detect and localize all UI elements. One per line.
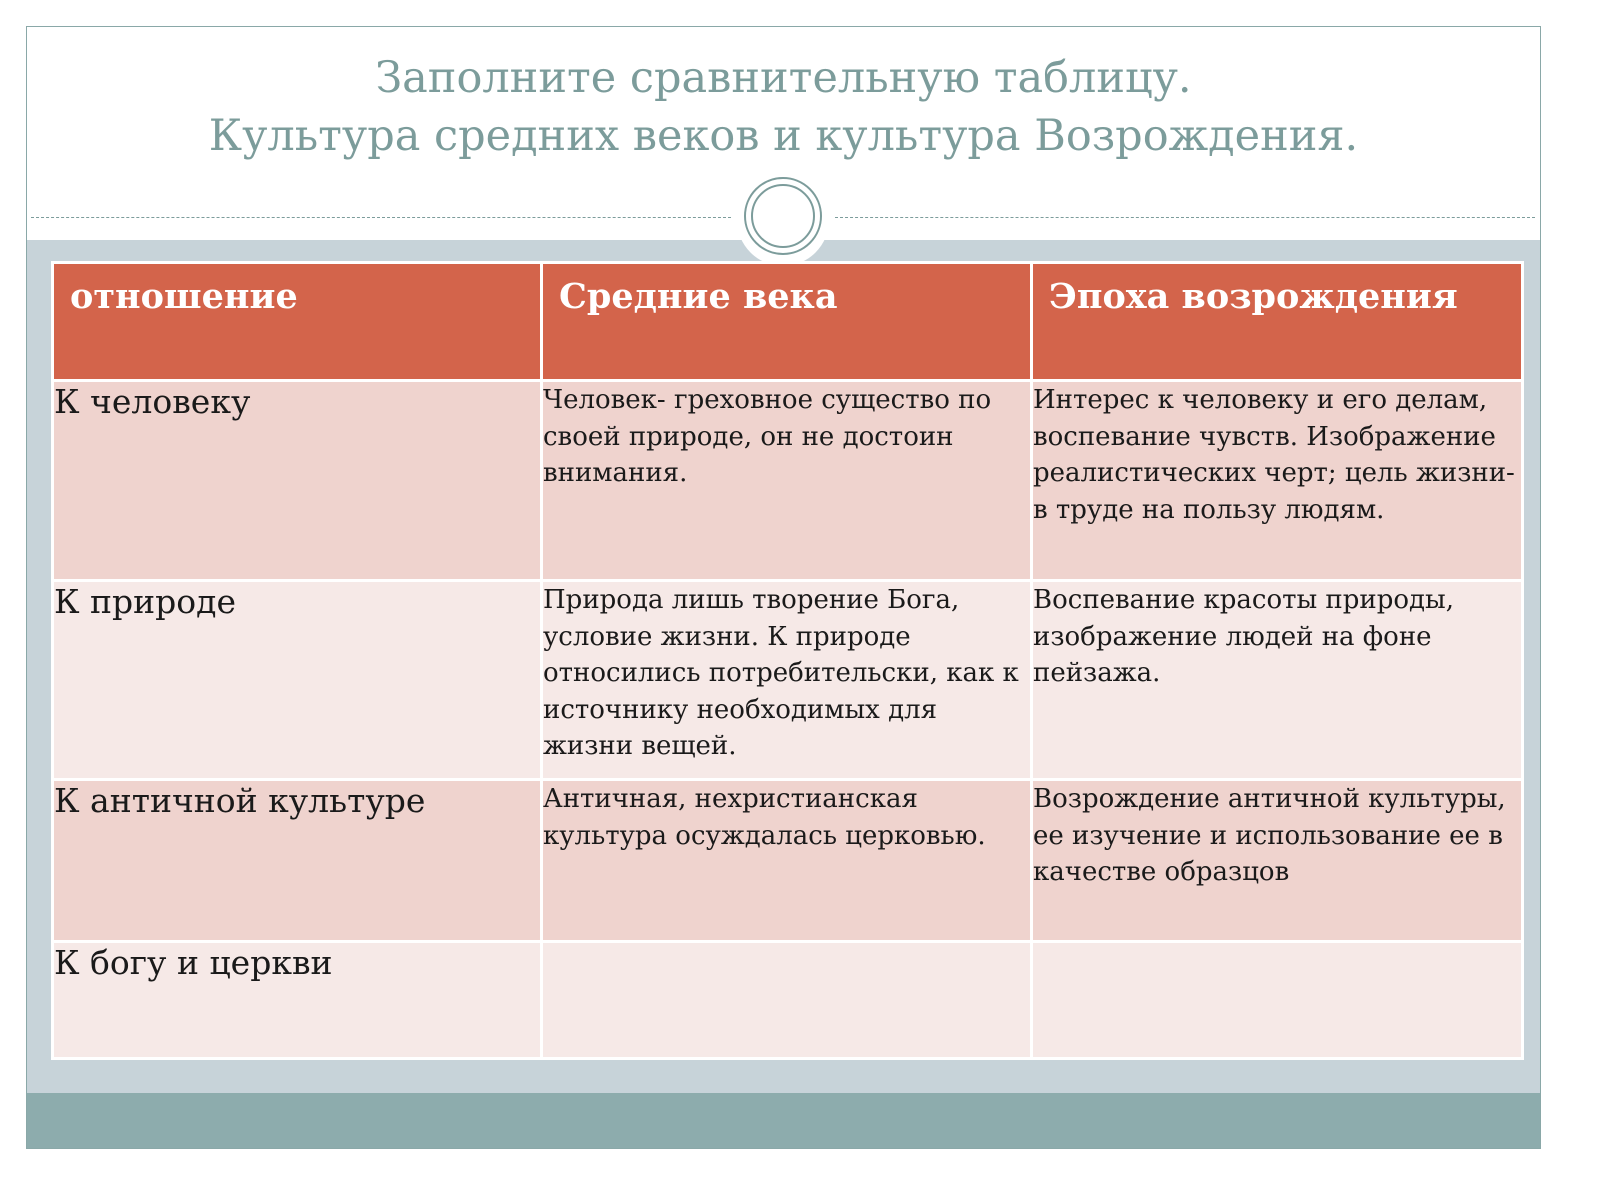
table-header-row [53, 263, 1523, 381]
relation-cell: К античной культуре [53, 780, 542, 942]
middle-ages-cell: Античная, нехристианская культура осуждалась церковью. [542, 780, 1032, 942]
table-row [53, 942, 1523, 1059]
renaissance-cell [1032, 942, 1523, 1059]
relation-cell: К человеку [53, 381, 542, 581]
bottom-band [27, 1093, 1540, 1148]
slide [26, 26, 1541, 1149]
renaissance-cell: Воспевание красоты природы, изображение людей на фоне пейзажа. [1032, 581, 1523, 780]
header-relation: отношение [53, 263, 542, 381]
middle-ages-cell: Человек- греховное существо по своей природе, он не достоин внимания. [542, 381, 1032, 581]
relation-cell: К природе [53, 581, 542, 780]
table-row [53, 780, 1523, 942]
middle-ages-cell [542, 942, 1032, 1059]
header-renaissance: Эпоха возрождения [1032, 263, 1523, 381]
middle-ages-cell: Природа лишь творение Бога, условие жизни. К природе относились потребительски, как к источнику необходимых для жизни вещей. [542, 581, 1032, 780]
header-middle-ages: Средние века [542, 263, 1032, 381]
relation-cell: К богу и церкви [53, 942, 542, 1059]
divider-circle-ornament [744, 177, 822, 255]
renaissance-cell: Возрождение античной культуры, ее изучение и использование ее в качестве образцов [1032, 780, 1523, 942]
title-divider-right [835, 217, 1535, 218]
divider-circle-inner-ring [751, 184, 815, 248]
table-row [53, 581, 1523, 780]
slide-title-line-1: Заполните сравнительную таблицу. [375, 53, 1192, 103]
title-divider-left [31, 217, 731, 218]
comparison-table [51, 261, 1524, 1060]
table-row [53, 381, 1523, 581]
slide-title-line-2: Культура средних веков и культура Возрождения. [208, 111, 1359, 161]
renaissance-cell: Интерес к человеку и его делам, воспевание чувств. Изображение реалистических черт; цель жизни- в труде на пользу людям. [1032, 381, 1523, 581]
